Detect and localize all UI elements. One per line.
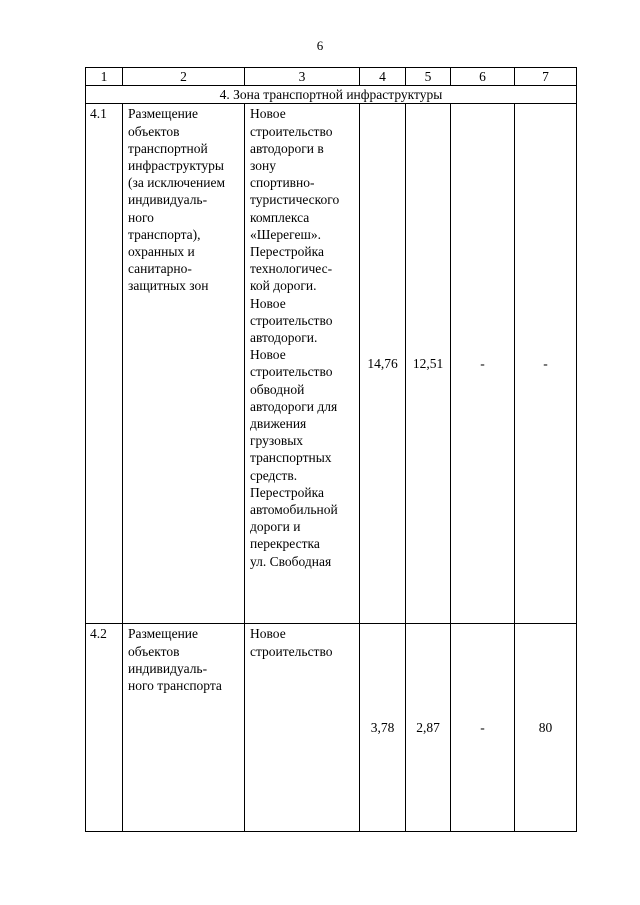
row-col6: - [451, 104, 515, 624]
column-header: 3 [245, 68, 360, 86]
column-header: 1 [86, 68, 123, 86]
table-header-row [86, 68, 577, 86]
row-col4: 3,78 [360, 624, 406, 832]
row-description: Новое строительство [245, 624, 360, 832]
column-header: 4 [360, 68, 406, 86]
page-number: 6 [316, 38, 324, 53]
row-col4: 14,76 [360, 104, 406, 624]
section-title: 4. Зона транспортной инфраструктуры [86, 86, 577, 104]
column-header: 7 [515, 68, 577, 86]
row-number: 4.2 [86, 624, 123, 832]
column-header: 6 [451, 68, 515, 86]
row-col5: 12,51 [406, 104, 451, 624]
row-col7: - [515, 104, 577, 624]
row-col7: 80 [515, 624, 577, 832]
column-header: 5 [406, 68, 451, 86]
column-header: 2 [123, 68, 245, 86]
row-name: Размещение объектов транспортной инфраструктуры (за исключением индивидуаль- ного транспорта), охранных и санитарно- защитных зон [123, 104, 245, 624]
row-number: 4.1 [86, 104, 123, 624]
row-name: Размещение объектов индивидуаль- ного транспорта [123, 624, 245, 832]
table-row [86, 624, 577, 832]
row-col6: - [451, 624, 515, 832]
row-description: Новое строительство автодороги в зону спортивно- туристического комплекса «Шерегеш». Перестройка технологичес- кой дороги. Новое строительство автодороги. Новое строительство обводной автодороги для движения грузовых транспортных средств. Перестройка автомобильной дороги и перекрестка ул. Свободная [245, 104, 360, 624]
table-row [86, 104, 577, 624]
zone-table [85, 67, 577, 832]
section-row [86, 86, 577, 104]
row-col5: 2,87 [406, 624, 451, 832]
